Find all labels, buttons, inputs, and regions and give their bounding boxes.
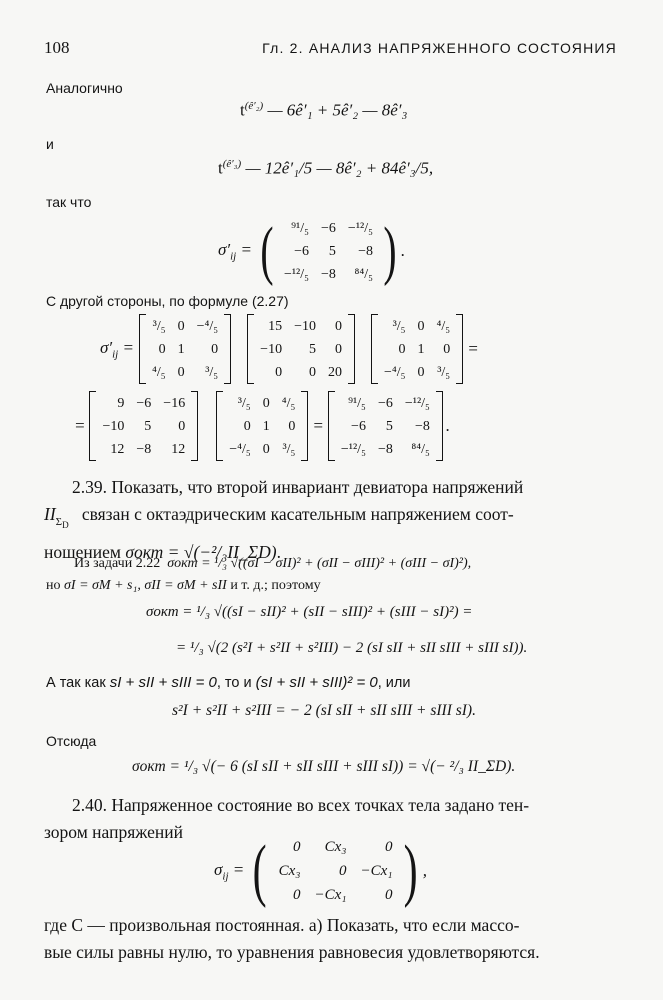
text-and: и — [46, 136, 54, 152]
text-line1: Из задачи 2.22 σокт = ¹/₃ √((σI − σII)² + (σII − σIII)² + (σIII − σI)²), — [74, 556, 472, 571]
text-other-side: С другой стороны, по формуле (2.27) — [46, 293, 289, 309]
text-hence: Отсюда — [46, 733, 97, 749]
text-line4: = ¹/₃ √(2 (s²I + s²II + s²III) − 2 (sI sII + sII sIII + sIII sI)). — [176, 640, 528, 656]
problem-2-40-line2: зором напряжений — [44, 822, 183, 842]
matrix-rot: ³/₅ 0 −⁴/₅ 0 1 0 ⁴/₅ 0 ³/₅ — [151, 318, 219, 380]
text-so-that: так что — [46, 194, 92, 210]
matrix-prod: 9 −6 −16 −10 5 0 12 −8 12 — [102, 395, 186, 457]
equation-t3: $t^{(ê'_3)}$ — 12ê′₁/5 — 8ê′₂ + 84ê′₃/5, — [218, 158, 434, 178]
rotation-product-equation: $\sigma'_{ij}$ = ³/₅ 0 −⁴/₅ 0 1 0 ⁴/₅ 0 ³/₅ 15 −10 0 −10 5 0 0 0 20 ³/₅ 0 ⁴/₅ 0 1 0 −⁴/₅ 0 ³/₅ = — [100, 314, 479, 384]
product-result-equation: = 9 −6 −16 −10 5 0 12 −8 12 ³/₅ 0 ⁴/₅ 0 1 0 −⁴/₅ 0 ³/₅ = ⁹¹/₅ −6 −¹²/₅ −6 5 −8 −¹²/₅ −8 ⁸⁴/₅ . — [74, 391, 450, 461]
problem-2-39-line2: $II_{\Sigma_D}$ связан с октаэдрическим касательным напряжением соот- — [44, 504, 514, 530]
matrix-tensor: 0 Cx₃ 0 Cx₃ 0 −Cx₁ 0 −Cx₁ 0 — [278, 839, 393, 903]
problem-2-40-line4: вые силы равны нулю, то уравнения равновесия удовлетворяются. — [44, 942, 540, 962]
matrix-sigma-prime-2: ⁹¹/₅ −6 −¹²/₅ −6 5 −8 −¹²/₅ −8 ⁸⁴/₅ — [340, 395, 430, 457]
equation-t3-rhs: — 12ê′₁/5 — 8ê′₂ + 84ê′₃/5, — [245, 158, 434, 178]
left-paren: ( — [260, 214, 274, 287]
equation-line7: s²I + s²II + s²III = − 2 (sI sII + sII sIII + sIII sI). — [172, 702, 476, 719]
text-line2: но σI = σM + s₁, σII = σM + sII и т. д.; поэтому — [46, 578, 321, 593]
page-number: 108 — [44, 38, 70, 57]
problem-2-39-line3: ношением σокт = √(−²/₃II_ΣD). — [44, 541, 281, 562]
equation-t2: $t^{(ê'_2)}$ — 6ê′₁ + 5ê′₂ — 8ê′₃ — [240, 100, 408, 120]
problem-2-39 — [44, 474, 619, 566]
problem-2-40-continued — [44, 912, 619, 966]
equation-t2-rhs: — 6ê′₁ + 5ê′₂ — 8ê′₃ — [267, 100, 408, 120]
problem-2-40-line3: где C — произвольная постоянная. а) Показать, что если массо- — [44, 915, 520, 935]
matrix-rot-t: ³/₅ 0 ⁴/₅ 0 1 0 −⁴/₅ 0 ³/₅ — [383, 318, 451, 380]
matrix-sigma: 15 −10 0 −10 5 0 0 0 20 — [260, 318, 342, 380]
tensor-equation: $\sigma_{ij}$ = ( 0 Cx₃ 0 Cx₃ 0 −Cx₁ 0 −Cx₁ 0 ) , — [214, 832, 428, 909]
text-since-line: А так как sI + sII + sIII = 0, то и (sI + sII + sIII)² = 0, или — [46, 674, 411, 691]
chapter-header: Гл. 2. АНАЛИЗ НАПРЯЖЕННОГО СОСТОЯНИЯ — [262, 40, 617, 56]
matrix-rot-t-2: ³/₅ 0 ⁴/₅ 0 1 0 −⁴/₅ 0 ³/₅ — [229, 395, 296, 457]
text-similarly: Аналогично — [46, 80, 123, 96]
problem-2-40-line1: 2.40. Напряженное состояние во всех точках тела задано тен- — [72, 795, 530, 815]
sigma-prime-equation: $\sigma'_{ij}$ = ( ⁹¹/₅ −6 −¹²/₅ −6 5 −8 −¹²/₅ −8 ⁸⁴/₅ ) . — [218, 214, 406, 287]
equation-line8: σокт = ¹/₃ √(− 6 (sI sII + sII sIII + sIII sI)) = √(− ²/₃ II_ΣD). — [132, 758, 516, 775]
problem-2-39-line1: 2.39. Показать, что второй инвариант девиатора напряжений — [72, 477, 524, 497]
text-line3: σокт = ¹/₃ √((sI − sII)² + (sII − sIII)² + (sIII − sI)²) = — [146, 604, 473, 620]
matrix-sigma-prime: ⁹¹/₅ −6 −¹²/₅ −6 5 −8 −¹²/₅ −8 ⁸⁴/₅ — [283, 220, 373, 282]
right-paren: ) — [383, 214, 397, 287]
